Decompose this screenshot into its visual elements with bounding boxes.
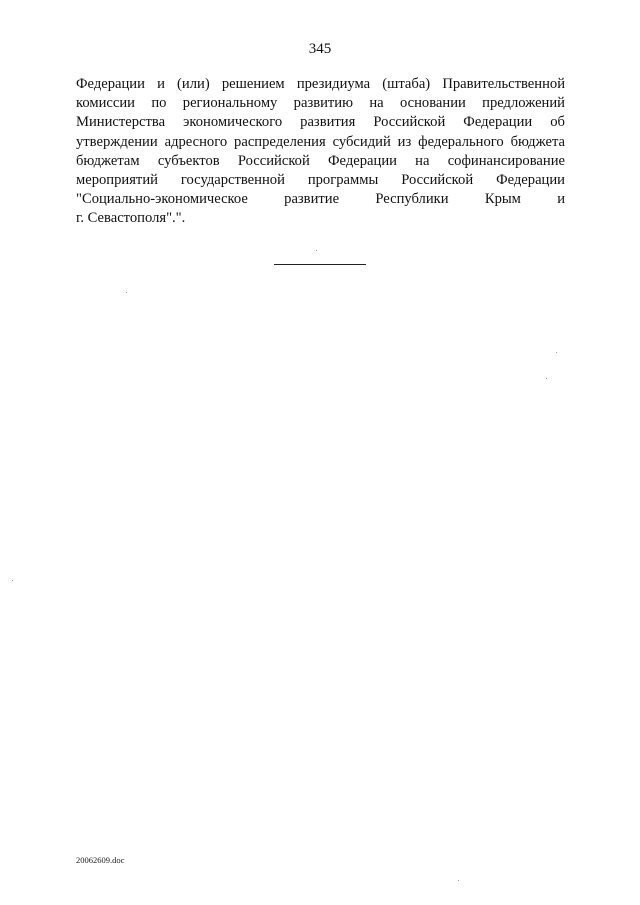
text-line: мероприятий государственной программы Российской Федерации xyxy=(76,172,565,189)
scan-speck xyxy=(458,880,459,881)
text-line: утверждении адресного распределения субсидий из федерального бюджета xyxy=(76,133,565,150)
scan-speck xyxy=(12,580,13,581)
end-of-document-rule xyxy=(274,264,366,265)
text-line: "Социально-экономическое развитие Республики Крым и xyxy=(76,191,565,208)
scan-speck xyxy=(126,292,127,293)
text-line: комиссии по региональному развитию на основании предложений xyxy=(76,95,565,112)
body-paragraph xyxy=(76,75,565,229)
scan-speck xyxy=(316,250,317,251)
text-line: Министерства экономического развития Российской Федерации об xyxy=(76,114,565,131)
text-line: Федерации и (или) решением президиума (штаба) Правительственной xyxy=(76,76,565,92)
footer-filename: 20062609.doc xyxy=(76,855,125,865)
page-number: 345 xyxy=(308,41,332,57)
text-line: бюджетам субъектов Российской Федерации на софинансирование xyxy=(76,152,565,169)
text-line: г. Севастополя".". xyxy=(76,210,186,227)
scan-speck xyxy=(556,352,557,353)
scan-speck xyxy=(546,378,547,379)
